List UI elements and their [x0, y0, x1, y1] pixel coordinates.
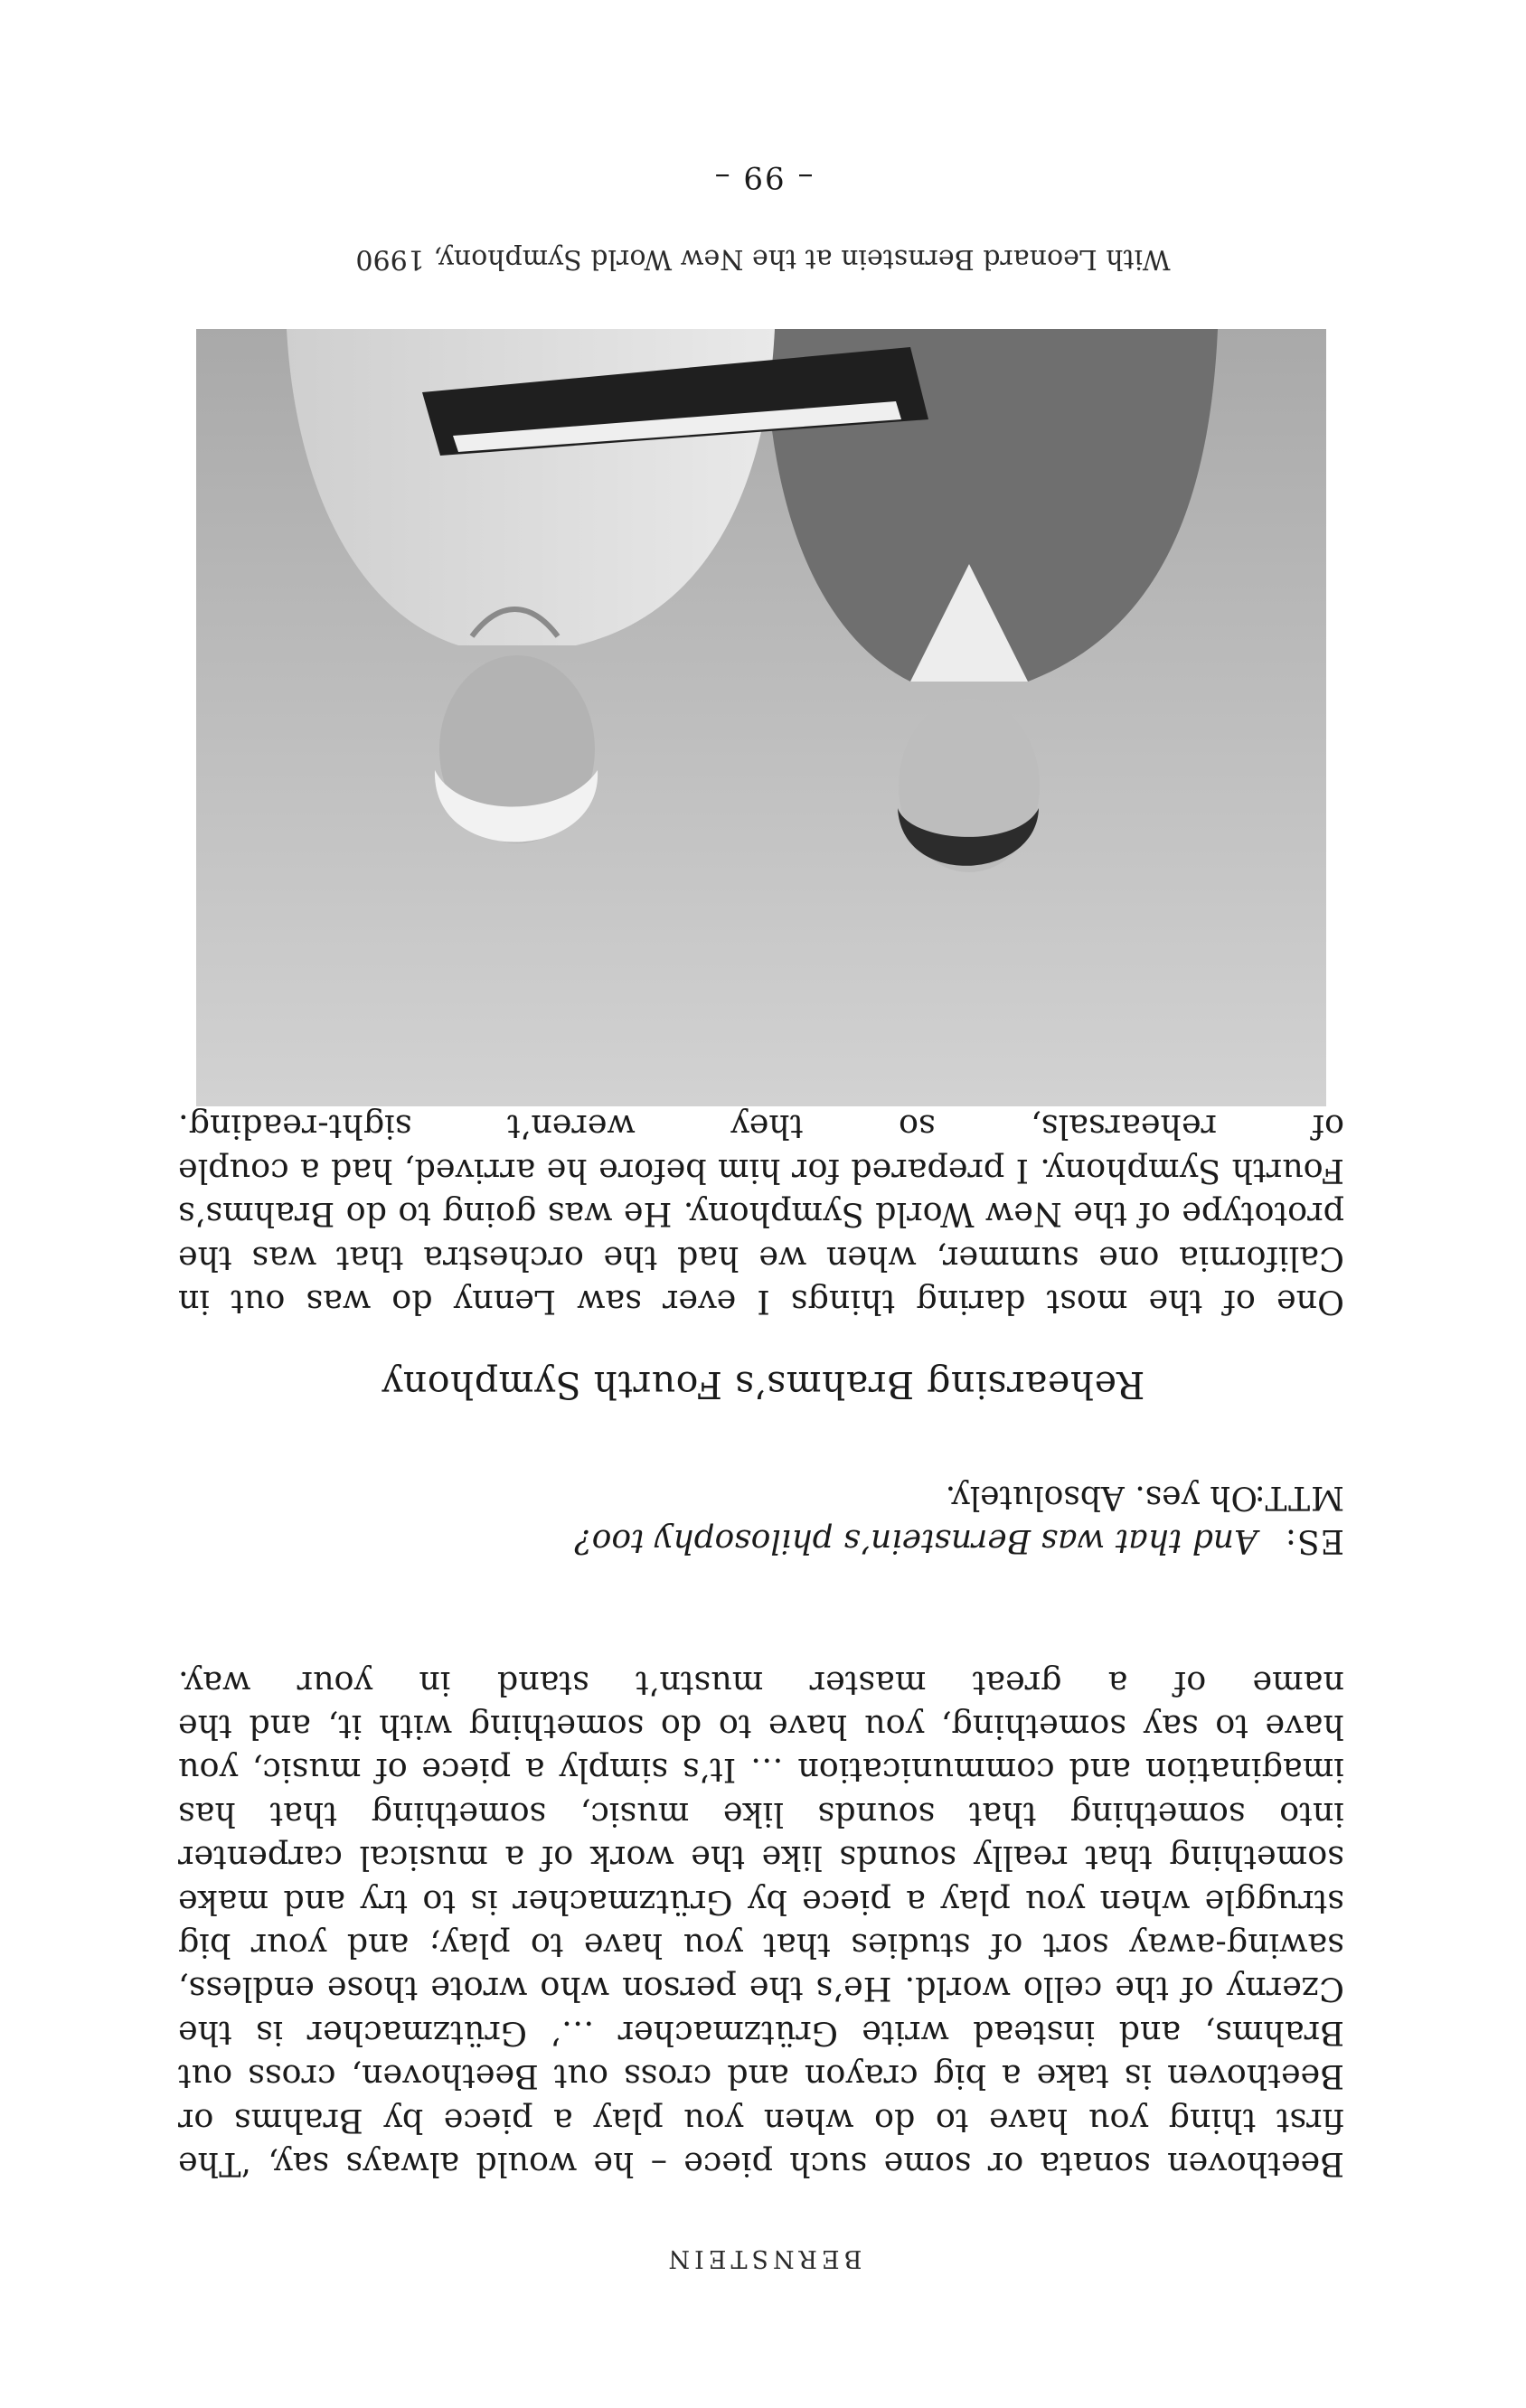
photograph — [196, 329, 1326, 1106]
paragraph: Beethoven sonata or some such piece – he would always say, ‘The first thing you have to do when you play a piece by Brahms or Beethoven is take a big crayon and cross out Beethoven, cross out Brahms, and instead write Grützmacher …’ Grützmacher is the Czerny of the cello world. He’s the person who wrote those endless, sawing-away sort of studies that you have to play; and your big struggle when you play a piece by Grützmacher is to try and make something that really sounds like the work of a musical carpenter into something that sounds like music, something that has imagination and communication … It’s simply a piece of music, you have to say something, you have to do something with it, and the name of a great master mustn’t stand in your way. — [178, 1663, 1344, 2184]
photo-illustration — [196, 329, 1326, 1106]
interview-question — [178, 1519, 1344, 1562]
photo-caption: With Leonard Bernstein at the New World Symphony, 1990 — [355, 243, 1171, 275]
section-heading: Rehearsing Brahms’s Fourth Symphony — [381, 1363, 1145, 1406]
page-number: – 99 – — [712, 159, 814, 195]
interview-answer — [178, 1475, 1344, 1519]
body-text-top — [178, 1617, 1344, 2186]
speaker-label: MTT: — [1253, 1479, 1344, 1516]
speaker-label: ES: — [1284, 1522, 1344, 1559]
paragraph: One of the most daring things I ever saw Lenny do was out in California one summer, when we had the orchestra that was the prototype of the New World Symphony. He was going to do Brahms’s Fourth Symphony. I prepared for him before he arrived, had a couple of rehearsals, so they weren’t sight-reading. — [178, 1107, 1344, 1322]
running-head: BERNSTEIN — [664, 2244, 862, 2272]
answer-text: Oh yes. Absolutely. — [945, 1479, 1258, 1516]
question-text: And that was Bernstein’s philosophy too? — [574, 1522, 1258, 1559]
